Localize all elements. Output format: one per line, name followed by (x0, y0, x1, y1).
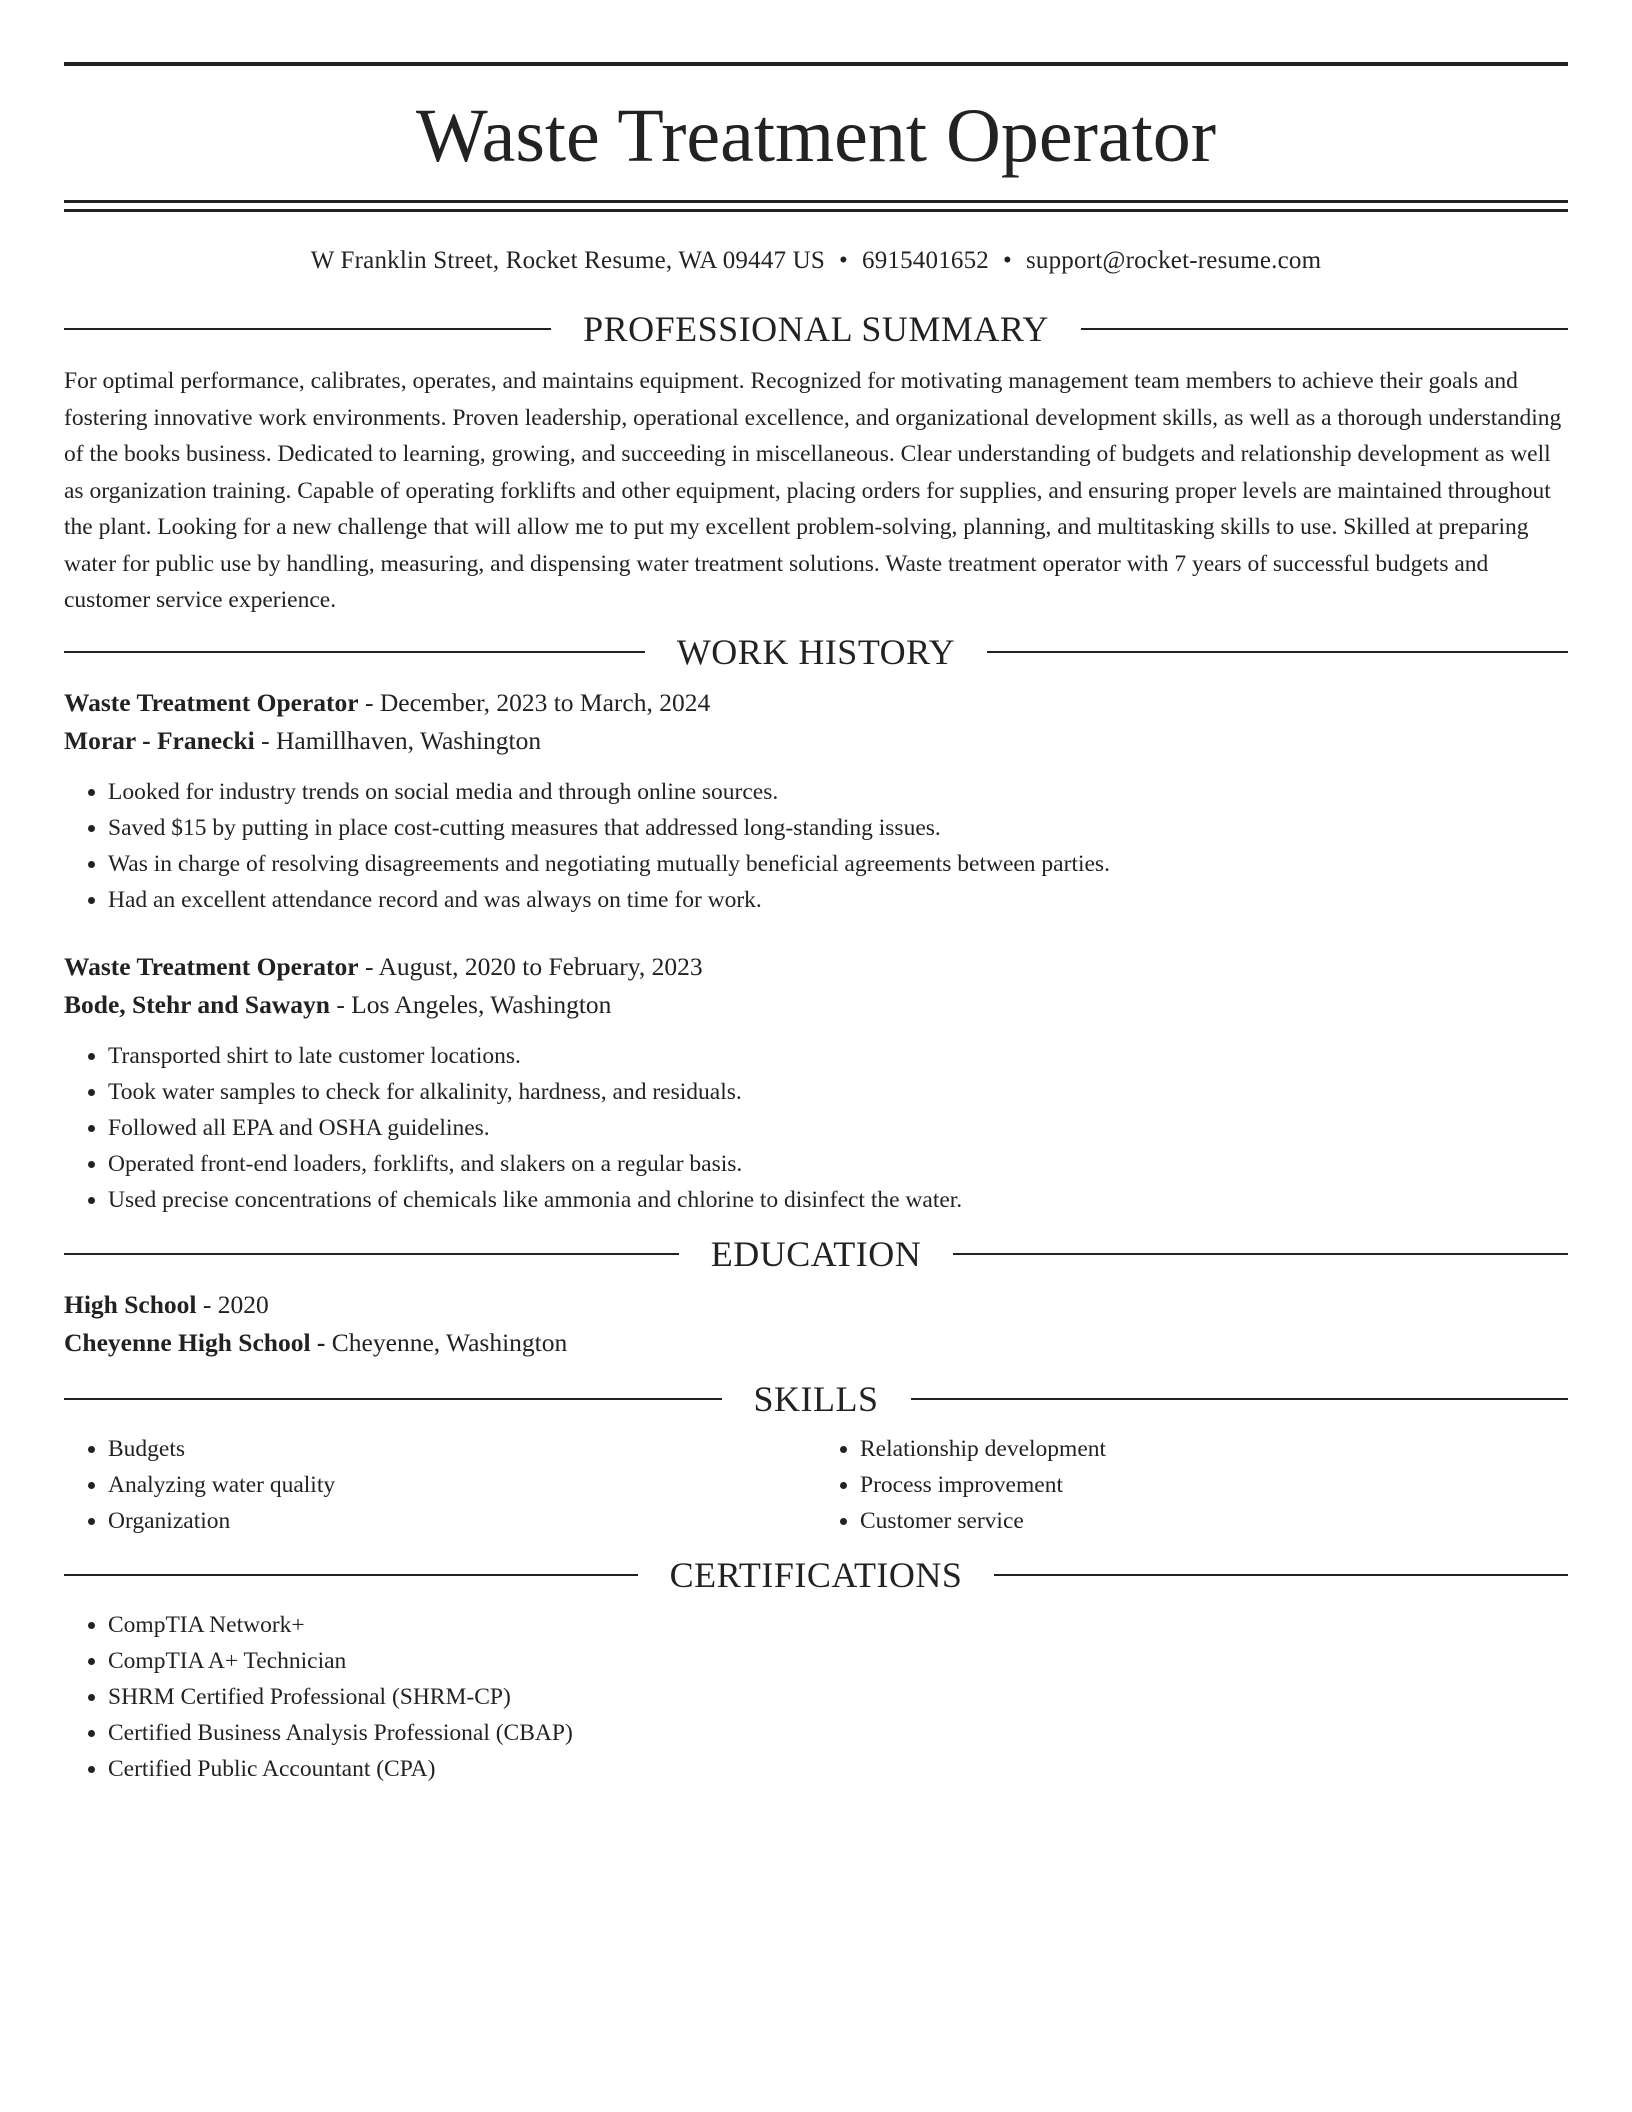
skills-column-left (64, 1431, 816, 1539)
list-item: • Followed all EPA and OSHA guidelines. (108, 1110, 1568, 1146)
job-bullets (64, 1038, 1568, 1218)
resume-name: Waste Treatment Operator (415, 94, 1217, 178)
job-position: Waste Treatment Operator (64, 687, 359, 717)
heading-rule (64, 651, 645, 653)
list-item: • Took water samples to check for alkalinity, hardness, and residuals. (108, 1074, 1568, 1110)
education-school-line (64, 1324, 1568, 1362)
heading-rule (1081, 328, 1568, 330)
list-item: • SHRM Certified Professional (SHRM-CP) (108, 1679, 1568, 1715)
section-title: WORK HISTORY (676, 631, 956, 672)
heading-rule (994, 1574, 1568, 1576)
section-title: EDUCATION (710, 1233, 922, 1274)
job-entry (64, 684, 1568, 918)
top-rule (64, 62, 1568, 66)
contact-phone: 6915401652 (862, 247, 989, 274)
heading-rule (64, 1253, 679, 1255)
summary-text: For optimal performance, calibrates, operates, and maintains equipment. Recognized for motivating management team members to achieve their goals and fostering innovative work environments. Proven leadership, operational excellence, and organizational development skills, as well as a thorough understanding of the books business. Dedicated to learning, growing, and succeeding in miscellaneous. Clear understanding of budgets and relationship development as well as organization training. Capable of operating forklifts and other equipment, placing orders for supplies, and ensuring proper levels are maintained throughout the plant. Looking for a new challenge that will allow me to put my excellent problem-solving, planning, and multitasking skills to use. Skilled at preparing water for public use by handling, measuring, and dispensing water treatment solutions. Waste treatment operator with 7 years of successful budgets and customer service experience. (64, 368, 1562, 613)
section-heading-work-history (64, 632, 1568, 672)
job-company: Bode, Stehr and Sawayn (64, 989, 330, 1019)
section-title: CERTIFICATIONS (669, 1554, 963, 1595)
list-item: • CompTIA A+ Technician (108, 1643, 1568, 1679)
contact-email: support@rocket-resume.com (1025, 247, 1322, 274)
list-item: • Relationship development (860, 1431, 1568, 1467)
job-company-line (64, 722, 1568, 760)
name-double-rule (64, 200, 1568, 212)
list-item: • Certified Public Accountant (CPA) (108, 1751, 1568, 1787)
list-item: • Customer service (860, 1503, 1568, 1539)
section-title: PROFESSIONAL SUMMARY (583, 309, 1049, 349)
section-heading-certifications (64, 1555, 1568, 1595)
list-item: • Had an excellent attendance record and was always on time for work. (108, 882, 1568, 918)
education-degree: High School (64, 1289, 197, 1319)
contact-separator: • (1003, 247, 1012, 274)
heading-rule (64, 1574, 638, 1576)
section-heading-education (64, 1234, 1568, 1274)
job-location: - Los Angeles, Washington (329, 989, 612, 1019)
heading-rule (987, 651, 1568, 653)
job-company: Morar - Franecki (64, 725, 255, 755)
list-item: • Used precise concentrations of chemicals like ammonia and chlorine to disinfect the water. (108, 1182, 1568, 1218)
job-location: - Hamillhaven, Washington (254, 725, 542, 755)
job-title-line (64, 684, 1568, 722)
education-degree-line (64, 1286, 1568, 1324)
job-bullets (64, 774, 1568, 918)
certifications-list (64, 1607, 1568, 1787)
heading-rule (953, 1253, 1568, 1255)
contact-line (64, 246, 1568, 276)
list-item: • Organization (108, 1503, 816, 1539)
list-item: • Looked for industry trends on social media and through online sources. (108, 774, 1568, 810)
contact-address: W Franklin Street, Rocket Resume, WA 09447 US (310, 247, 826, 274)
education-entry (64, 1286, 1568, 1362)
list-item: • Budgets (108, 1431, 816, 1467)
job-title-line (64, 948, 1568, 986)
job-dates: - August, 2020 to February, 2023 (358, 951, 703, 981)
skills-column-right (816, 1431, 1568, 1539)
heading-rule (64, 328, 551, 330)
list-item: • Operated front-end loaders, forklifts, and slakers on a regular basis. (108, 1146, 1568, 1182)
list-item: • Transported shirt to late customer locations. (108, 1038, 1568, 1074)
section-title: SKILLS (753, 1378, 879, 1419)
resume-page (64, 62, 1568, 1787)
job-dates: - December, 2023 to March, 2024 (358, 687, 711, 717)
skills-grid (64, 1431, 1568, 1539)
education-year: - 2020 (196, 1289, 269, 1319)
list-item: • Analyzing water quality (108, 1467, 816, 1503)
education-school-separator: - (310, 1327, 332, 1357)
job-position: Waste Treatment Operator (64, 951, 359, 981)
education-school: Cheyenne High School (64, 1327, 311, 1357)
job-company-line (64, 986, 1568, 1024)
heading-rule (64, 1398, 722, 1400)
list-item: • Certified Business Analysis Professional (CBAP) (108, 1715, 1568, 1751)
list-item: • CompTIA Network+ (108, 1607, 1568, 1643)
list-item: • Saved $15 by putting in place cost-cutting measures that addressed long-standing issues. (108, 810, 1568, 846)
contact-separator: • (839, 247, 848, 274)
list-item: • Process improvement (860, 1467, 1568, 1503)
section-heading-summary (64, 309, 1568, 349)
job-entry (64, 948, 1568, 1218)
list-item: • Was in charge of resolving disagreements and negotiating mutually beneficial agreements between parties. (108, 846, 1568, 882)
education-location: Cheyenne, Washington (331, 1327, 568, 1357)
section-heading-skills (64, 1379, 1568, 1419)
heading-rule (911, 1398, 1569, 1400)
